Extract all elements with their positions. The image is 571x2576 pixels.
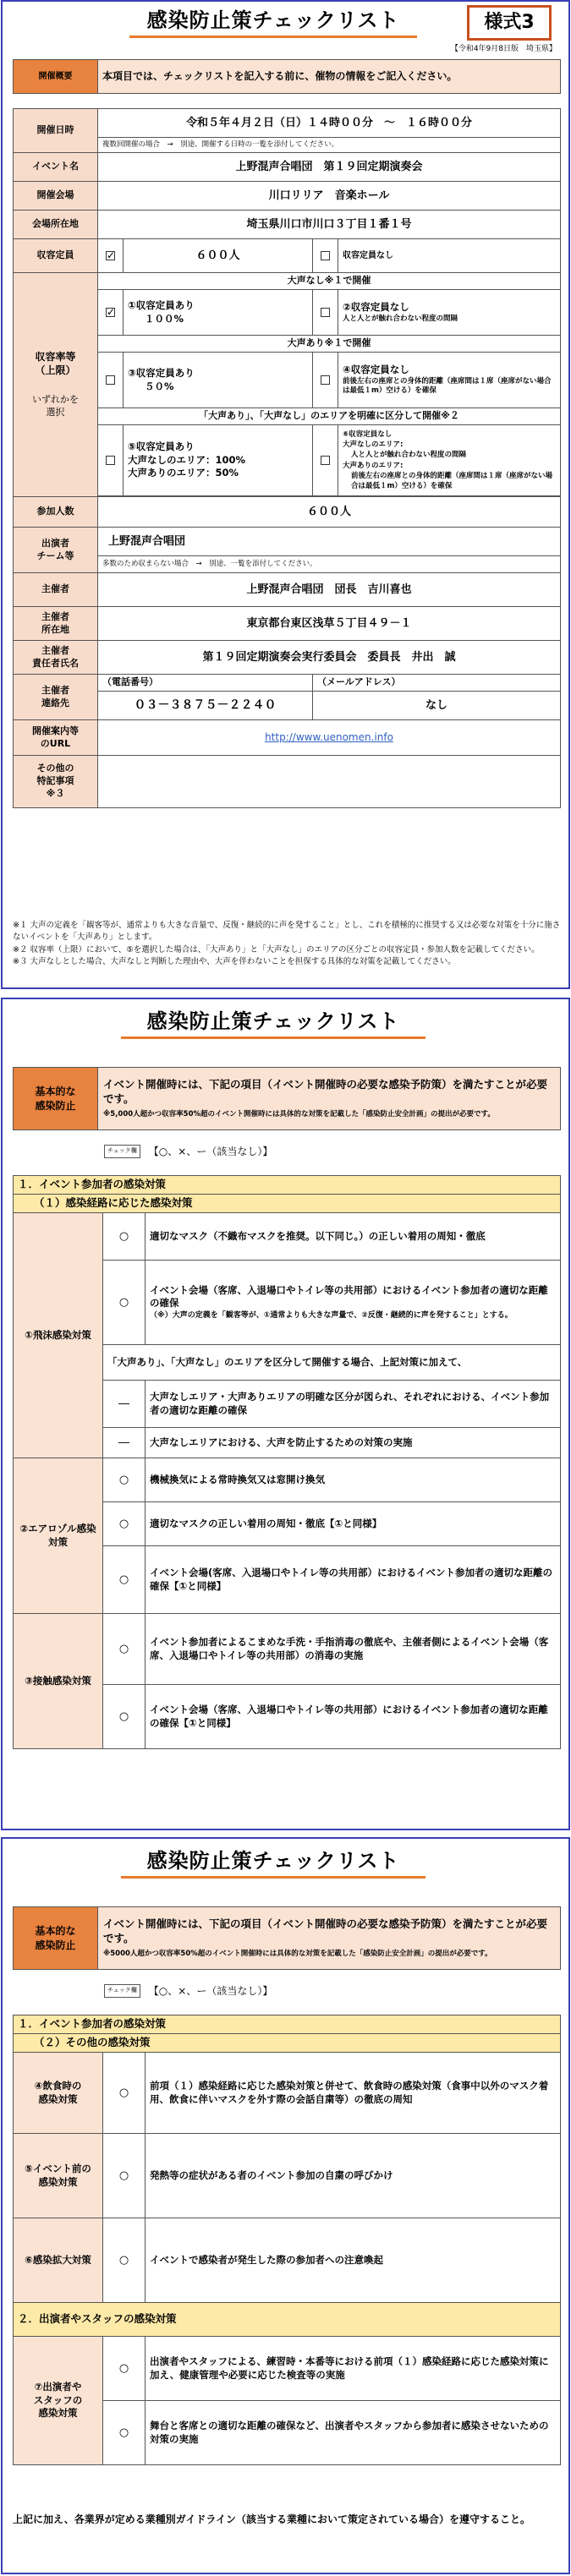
option6-quiet-label: 大声なしのエリア: [343, 440, 404, 449]
check-mark[interactable]: ○ [103, 1213, 145, 1261]
option3-checkbox[interactable] [106, 375, 115, 385]
form-number-box: 様式3 [467, 5, 552, 41]
check-item-text: 適切なマスク（不織布マスクを推奨。以下同じ。）の正しい着用の周知・徹底 [145, 1213, 561, 1261]
check-item-text: 機械換気による常時換気又は窓開け換気 [145, 1458, 561, 1502]
option6-loud-label: 大声ありのエリア: [343, 461, 404, 470]
organizer-value: 上野混声合唱団 団長 吉川喜也 [98, 573, 561, 607]
check-mark[interactable]: ― [103, 1428, 145, 1458]
option4-checkbox[interactable] [321, 375, 330, 385]
mail-label: （メールアドレス） [313, 675, 561, 692]
address-value: 埼玉県川口市川口３丁目１番１号 [98, 211, 561, 239]
check-mark[interactable]: ○ [103, 1261, 145, 1345]
overview-table [13, 59, 561, 94]
checklist-page-3 [1, 1837, 570, 2574]
overview-label: 開催概要 [14, 60, 98, 94]
check-mark[interactable]: ○ [103, 1614, 145, 1685]
no-capacity-checkbox[interactable] [321, 251, 330, 260]
checklist-table-1 [13, 1175, 561, 1749]
checklist-page-1 [1, 0, 570, 989]
date-value: 令和５年４月２日（日）１４時００分 ～ １６時００分 [98, 109, 561, 138]
option6-quiet-desc: 人と人とが触れ合わない程度の間隔 [351, 451, 467, 460]
check-legend-text: 【○、×、ー（該当なし）】 [148, 1985, 273, 1997]
category-droplet: ①飛沫感染対策 [14, 1213, 103, 1458]
responsible-label: 主催者 責任者氏名 [14, 641, 98, 675]
event-name-label: イベント名 [14, 153, 98, 182]
option5-line2: 大声ありのエリア：50% [128, 467, 239, 479]
venue-value: 川口リリア 音楽ホール [98, 182, 561, 211]
performer-note: 多数のため収まらない場合 → 別途、一覧を添付してください。 [98, 556, 561, 573]
loud-header: 大声あり※１で開催 [98, 336, 561, 353]
rate-label-cell [14, 273, 98, 497]
check-item-text: 出演者やスタッフによる、練習時・本番等における前項（１）感染経路に応じた感染対策に加え、健康管理や必要に応じた検査等の実施 [145, 2337, 561, 2401]
check-column-label: チェック欄 [104, 1145, 140, 1157]
basic-prevention-label: 基本的な 感染防止 [14, 1068, 98, 1130]
performer-value: 上野混声合唱団 [98, 528, 561, 556]
attendance-value: ６００人 [98, 497, 561, 528]
option1-checkbox[interactable] [106, 308, 115, 317]
check-mark[interactable]: ○ [103, 2053, 145, 2134]
category-pre-event: ⑤イベント前の 感染対策 [14, 2134, 103, 2218]
guideline-note: 上記に加え、各業界が定める業種別ガイドライン（該当する業種において策定されている場合）を遵守すること。 [13, 2513, 531, 2525]
check-item-text: イベント会場（客席、入退場口やトイレ等の共用部）におけるイベント参加者の適切な距離の確保【①と同様】 [145, 1685, 561, 1749]
option5-line1: 大声なしのエリア：100% [128, 453, 246, 466]
check-item-text: 発熱等の症状がある者のイベント参加の自粛の呼びかけ [145, 2134, 561, 2218]
option1-title: ①収容定員あり [128, 298, 195, 311]
basic-prevention-box [13, 1906, 561, 1970]
check-item-text: 大声なしエリア・大声ありエリアの明確な区分が図られ、それぞれにおける、イベント参加者の適切な距離の確保 [145, 1381, 561, 1428]
option3-value: ５０% [145, 380, 174, 392]
organizer-address-value: 東京都台東区浅草５丁目４９－１ [98, 607, 561, 641]
category-staff: ⑦出演者や スタッフの 感染対策 [14, 2337, 103, 2465]
basic-prevention-box [13, 1067, 561, 1130]
page-title: 感染防止策チェックリスト [146, 1849, 400, 1873]
check-legend [104, 1984, 272, 1998]
check-mark[interactable]: ○ [103, 2218, 145, 2303]
category-eating: ④飲食時の 感染対策 [14, 2053, 103, 2134]
option6-loud-desc: 前後左右の座席との身体的距離（座席間は１席（座席がない場合は最低１m）空ける）を確保 [351, 471, 553, 491]
url-label: 開催案内等 のURL [14, 720, 98, 756]
check-mark[interactable]: ○ [103, 1685, 145, 1749]
capacity-label: 収容定員 [14, 239, 98, 273]
footnotes [13, 920, 561, 968]
other-notes-value[interactable] [98, 756, 561, 808]
check-mark[interactable]: ○ [103, 1546, 145, 1614]
title-underline [129, 36, 417, 38]
check-item-text: 前項（１）感染経路に応じた感染対策と併せて、飲食時の感染対策（食事中以外のマスク着用、飲食に伴いマスクを外す際の会話自粛等）の徹底の周知 [145, 2053, 561, 2134]
option4-title: ④収容定員なし [343, 364, 409, 376]
address-label: 会場所在地 [14, 211, 98, 239]
phone-value: ０３－３８７５－２２４０ [98, 692, 313, 720]
check-column-label: チェック欄 [104, 1984, 140, 1997]
check-legend [104, 1145, 272, 1158]
event-name-value: 上野混声合唱団 第１９回定期演奏会 [98, 153, 561, 182]
subsection-1-title: （１）感染経路に応じた感染対策 [14, 1195, 561, 1213]
footnote-2: ※２ 収容率（上限）において、⑤を選択した場合は、「大声あり」と「大声なし」のエリアの区分ごとの収容定員・参加人数を記載してください。 [13, 944, 540, 954]
organizer-address-label: 主催者 所在地 [14, 607, 98, 641]
event-url-link[interactable]: http://www.uenomen.info [265, 731, 393, 744]
option1-value: １００% [145, 312, 184, 325]
other-notes-label: その他の 特記事項 ※３ [14, 756, 98, 808]
option5-title: ⑤収容定員あり [128, 440, 195, 453]
check-mark[interactable]: ○ [103, 2337, 145, 2401]
capacity-value: ６００人 [124, 239, 313, 273]
split-header: 「大声あり」、「大声なし」のエリアを明確に区分して開催※２ [98, 408, 561, 425]
category-aerosol: ②エアロゾル感染対策 [14, 1458, 103, 1614]
category-spread: ⑥感染拡大対策 [14, 2218, 103, 2303]
option4-desc: 前後左右の座席との身体的距離（座席間は１席（座席がない場合は最低１m）空ける）を確保 [343, 376, 552, 396]
quiet-header: 大声なし※１で開催 [98, 273, 561, 290]
revision-label: 【令和4年9月8日版 埼玉県】 [450, 45, 557, 53]
footnote-3: ※３ 大声なしとした場合、大声なしと判断した理由や、大声を伴わないことを担保する具体的な対策を記載してください。 [13, 956, 456, 966]
title-underline [121, 1036, 426, 1039]
check-mark[interactable]: ○ [103, 1502, 145, 1546]
page-title: 感染防止策チェックリスト [146, 8, 400, 32]
option3-title: ③収容定員あり [128, 366, 195, 379]
checklist-page-2 [1, 998, 570, 1830]
contact-label: 主催者 連絡先 [14, 675, 98, 720]
check-item-text: イベント参加者によるこまめな手洗・手指消毒の徹底や、主催者側によるイベント会場（客席、入退場口やトイレ等の共用部）の消毒の実施 [145, 1614, 561, 1685]
no-capacity-label: 収容定員なし [338, 239, 561, 273]
event-info-table [13, 108, 561, 808]
option2-checkbox[interactable] [321, 308, 330, 317]
check-item-text: 舞台と客席との適切な距離の確保など、出演者やスタッフから参加者に感染させないための対策の実施 [145, 2401, 561, 2465]
section-2-title: ２．出演者やスタッフの感染対策 [14, 2303, 561, 2337]
subsection-2-title: （２）その他の感染対策 [14, 2034, 561, 2053]
basic-prevention-text: イベント開催時には、下記の項目（イベント開催時の必要な感染予防策）を満たすことが必要です。 [103, 1917, 548, 1944]
footnote-1: ※１ 大声の定義を「観客等が、通常よりも大きな音量で、反復・継続的に声を発すること」とし、これを積極的に推奨する又は必要な対策を十分に施さないイベントを「大声あり」とします。 [13, 921, 561, 943]
date-label: 開催日時 [14, 109, 98, 153]
basic-prevention-label: 基本的な 感染防止 [14, 1907, 98, 1970]
section-1-title: １．イベント参加者の感染対策 [14, 1176, 561, 1195]
phone-label: （電話番号） [98, 675, 313, 692]
check-mark[interactable]: ○ [103, 1458, 145, 1502]
option6-checkbox[interactable] [321, 456, 330, 465]
basic-prevention-note: ※5,000人超かつ収容率50%超のイベント開催時には具体的な対策を記載した「感染防止安全計画」の提出が必要です。 [103, 1109, 495, 1118]
check-mark[interactable]: ○ [103, 2134, 145, 2218]
option5-checkbox[interactable] [106, 456, 115, 465]
title-underline [121, 1876, 426, 1879]
rate-select-note: いずれかを 選択 [32, 394, 79, 418]
rate-label: 収容率等 （上限） [35, 350, 76, 377]
check-mark[interactable]: ○ [103, 2401, 145, 2465]
check-item-subnote: （※）大声の定義を「観客等が、①通常よりも大きな声量で、②反復・継続的に声を発すること」とする。 [150, 1310, 513, 1320]
mail-value: なし [313, 692, 561, 720]
attendance-label: 参加人数 [14, 497, 98, 528]
check-item-text: 「大声あり」、「大声なし」のエリアを区分して開催する場合、上記対策に加えて、 [103, 1345, 561, 1381]
check-item-text: イベント会場(客席、入退場口やトイレ等の共用部）におけるイベント参加者の適切な距離の確保【①と同様】 [145, 1546, 561, 1614]
responsible-value: 第１９回定期演奏会実行委員会 委員長 井出 誠 [98, 641, 561, 675]
venue-label: 開催会場 [14, 182, 98, 211]
option2-desc: 人と人とが触れ合わない程度の間隔 [343, 314, 458, 323]
page-title: 感染防止策チェックリスト [146, 1009, 400, 1033]
basic-prevention-note: ※5000人超かつ収容率50%超のイベント開催時には具体的な対策を記載した「感染防止安全計画」の提出が必要です。 [103, 1949, 492, 1958]
checklist-table-2 [13, 2015, 561, 2465]
check-item-text: イベント会場（客席、入退場口やトイレ等の共用部）におけるイベント参加者の適切な距離の確保 [150, 1283, 548, 1310]
performer-label: 出演者 チーム等 [14, 528, 98, 573]
check-item-text: 大声なしエリアにおける、大声を防止するための対策の実施 [145, 1428, 561, 1458]
check-item-text: 適切なマスクの正しい着用の周知・徹底【①と同様】 [145, 1502, 561, 1546]
basic-prevention-text: イベント開催時には、下記の項目（イベント開催時の必要な感染予防策）を満たすことが必要です。 [103, 1077, 548, 1105]
organizer-label: 主催者 [14, 573, 98, 607]
capacity-checkbox[interactable] [106, 251, 115, 260]
check-legend-text: 【○、×、ー（該当なし）】 [148, 1146, 273, 1157]
overview-text: 本項目では、チェックリストを記入する前に、催物の情報をご記入ください。 [98, 60, 561, 94]
date-note: 複数回開催の場合 → 別途、開催する日時の一覧を添付してください。 [98, 138, 561, 153]
section-1-title: １．イベント参加者の感染対策 [14, 2015, 561, 2034]
option2-title: ②収容定員なし [343, 301, 409, 313]
option6-title: ⑥収容定員なし [343, 429, 393, 439]
check-item-text: イベントで感染者が発生した際の参加者への注意喚起 [145, 2218, 561, 2303]
check-mark[interactable]: ― [103, 1381, 145, 1428]
category-contact: ③接触感染対策 [14, 1614, 103, 1749]
